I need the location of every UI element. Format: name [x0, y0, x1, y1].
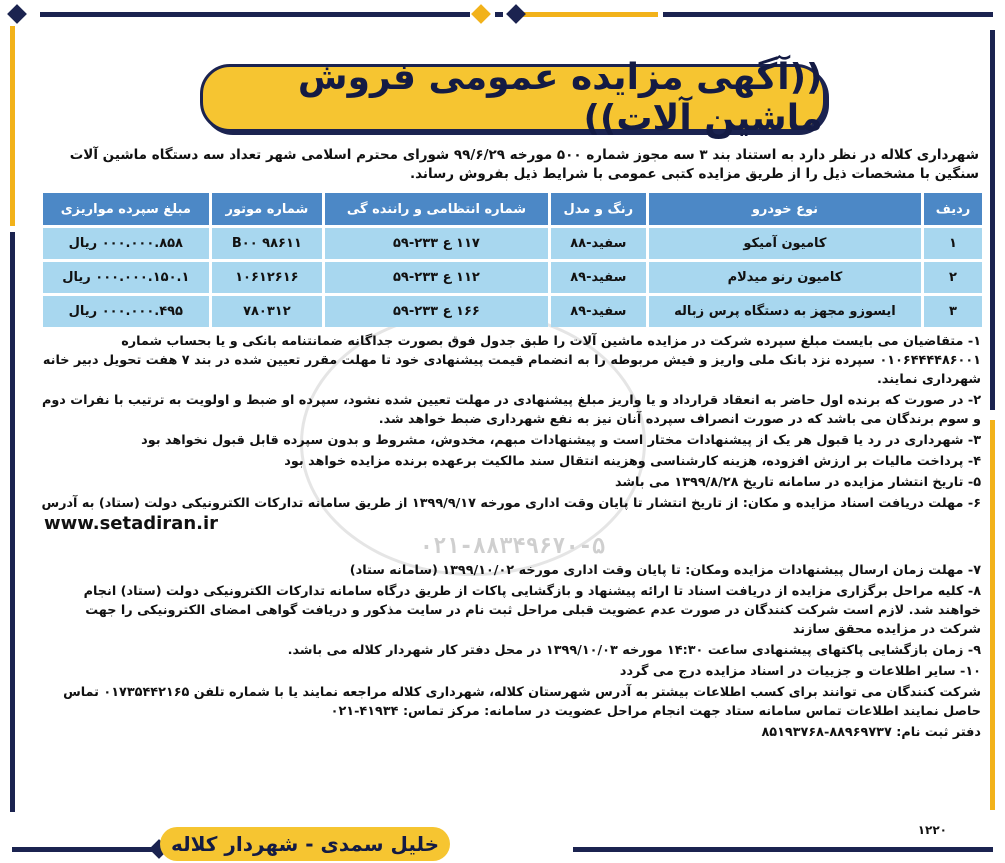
cell-engine-number: ۱۰۶۱۲۶۱۶: [212, 262, 322, 293]
cell-deposit: ۰۰۰.۰۰۰.۴۹۵ ریال: [43, 296, 209, 327]
col-header-row: ردیف: [924, 193, 982, 225]
top-frame: [12, 10, 993, 20]
cell-color-model: سفید-۸۹: [551, 296, 646, 327]
right-frame-gold: [990, 420, 995, 810]
cell-vehicle-type: کامیون رنو میدلام: [649, 262, 921, 293]
table-header-row: [43, 193, 982, 225]
clause-10: ۱۰- سایر اطلاعات و جزییات در اسناد مزایده درج می گردد: [619, 664, 981, 679]
clause-7: ۷- مهلت زمان ارسال پیشنهادات مزایده ومکان: تا پایان وقت اداری مورخه ۱۳۹۹/۱۰/۰۲ (سامانه ستاد): [349, 563, 981, 578]
cell-row: ۳: [924, 296, 982, 327]
table-row: [43, 262, 982, 293]
registration-office: دفتر ثبت نام: ۸۸۹۶۹۷۳۷-۸۵۱۹۳۷۶۸: [761, 725, 981, 740]
cell-vehicle-type: کامیون آمیکو: [649, 228, 921, 259]
right-frame-navy: [990, 30, 995, 410]
cell-row: ۱: [924, 228, 982, 259]
clause-6: ۶- مهلت دریافت اسناد مزایده و مکان: از تاریخ انتشار تا پایان وقت اداری مورخه ۱۳۹۹/۹/۱۷ از طریق سامانه تدارکات الکترونیکی دولت (ستاد) به آدرس: [41, 496, 981, 511]
cell-color-model: سفید-۸۸: [551, 228, 646, 259]
clause-1: ۱- متقاضیان می بایست مبلغ سپرده شرکت در مزایده ماشین آلات را طبق جدول فوق بصورت جداگانه ضمانتنامه بانکی و یا بحساب شماره ۰۱۰۶۴۴۴۴۸۶۰۰۱ سپرده نزد بانک ملی واریز و فیش مربوطه را به انضمام قیمت پیشنهادی خود تا مهلت مقرر تعیین شده در بند ۷ هفت تحویل دبیر خانه شهرداری نمایند.: [42, 334, 981, 387]
col-header-engine-number: شماره موتور: [212, 193, 322, 225]
col-header-deposit: مبلغ سپرده مواریزی: [43, 193, 209, 225]
col-header-vehicle-type: نوع خودرو: [649, 193, 921, 225]
clause-8: ۸- کلیه مراحل برگزاری مزایده از دریافت اسناد تا ارائه پیشنهاد و بازگشایی پاکات از طریق درگاه سامانه تدارکات الکترونیکی دولت (ستاد) انجام خواهند شد. لازم است شرکت کنندگان در صورت عدم عضویت قبلی مراحل ثبت نام در سایت مذکور و دریافت گواهی امضای الکترونیکی را جهت شرکت در مزایده محقق سازند: [83, 584, 981, 637]
cell-plate-number: ۱۱۲ ع ۲۳۳-۵۹: [325, 262, 548, 293]
cell-row: ۲: [924, 262, 982, 293]
cell-plate-number: ۱۶۶ ع ۲۳۳-۵۹: [325, 296, 548, 327]
clause-4: ۴- پرداخت مالیات بر ارزش افزوده، هزینه کارشناسی وهزینه انتقال سند مالکیت برعهده برنده مزایده خواهد بود: [284, 454, 981, 469]
page-title: ((آگهی مزایده عمومی فروش ماشین آلات)): [297, 57, 823, 139]
notice-code: ۱۲۲۰: [917, 823, 947, 837]
cell-engine-number: ۹۸۶۱۱ B۰۰: [212, 228, 322, 259]
clause-5: ۵- تاریخ انتشار مزایده در سامانه تاریخ ۱۳۹۹/۸/۲۸ می باشد: [615, 475, 981, 490]
clause-9: ۹- زمان بازگشایی پاکتهای پیشنهادی ساعت ۱۴:۳۰ مورخه ۱۳۹۹/۱۰/۰۳ در محل دفتر کار شهردار کلاله می باشد.: [287, 643, 981, 658]
clause-3: ۳- شهرداری در رد یا قبول هر یک از پیشنهادات مختار است و پیشنهادات مبهم، مخدوش، مشروط و بدون سپرده قابل قبول نخواهد بود: [141, 433, 981, 448]
bottom-frame: [12, 845, 993, 855]
intro-paragraph: شهرداری کلاله در نظر دارد به استناد بند ۳ سه مجوز شماره ۵۰۰ مورخه ۹۹/۶/۲۹ شورای محترم اسلامی شهر تعداد سه دستگاه ماشین آلات سنگین با مشخصات ذیل را از طریق مزایده کتبی عمومی با شرایط ذیل بفروش رساند.: [69, 147, 979, 182]
title-banner: [200, 57, 826, 139]
left-frame-gold: [10, 26, 15, 226]
watermark-phone: ۰۲۱-۸۸۳۴۹۶۷۰-۵: [419, 534, 606, 559]
website-link[interactable]: www.setadiran.ir: [44, 513, 219, 534]
vehicles-table: [40, 190, 985, 330]
table-row: [43, 228, 982, 259]
cell-engine-number: ۷۸۰۳۱۲: [212, 296, 322, 327]
col-header-plate-number: شماره انتظامی و راننده گی: [325, 193, 548, 225]
cell-vehicle-type: ایسوزو مجهز به دستگاه پرس زباله: [649, 296, 921, 327]
signature: خلیل سمدی - شهردار کلاله: [170, 832, 440, 856]
table-row: [43, 296, 982, 327]
col-header-color-model: رنگ و مدل: [551, 193, 646, 225]
cell-color-model: سفید-۸۹: [551, 262, 646, 293]
notice-content: [40, 40, 985, 837]
contact-info: شرکت کنندگان می توانند برای کسب اطلاعات بیشتر به آدرس شهرستان کلاله، شهرداری کلاله مراجعه نمایند یا با شماره تلفن ۰۱۷۳۵۴۴۲۱۶۵ تماس حاصل نمایند اطلاعات تماس سامانه ستاد جهت انجام مراحل عضویت در سامانه: مرکز تماس: ۴۱۹۳۴-۰۲۱: [63, 685, 981, 719]
cell-plate-number: ۱۱۷ ع ۲۳۳-۵۹: [325, 228, 548, 259]
cell-deposit: ۰۰۰.۰۰۰.۱۵۰.۱ ریال: [43, 262, 209, 293]
signature-banner: [160, 827, 450, 861]
clause-2: ۲- در صورت که برنده اول حاضر به انعقاد قرارداد و یا واریز مبلغ پیشنهادی در مهلت تعیین شده نشود، سپرده او ضبط و اولویت به ترتیب با نفرات دوم و سوم برندگان می باشد که در صورت انصراف سپرده آنان نیز به نفع شهرداری ضبط خواهد شد.: [41, 393, 981, 427]
left-frame-navy: [10, 232, 15, 812]
cell-deposit: ۰۰۰.۰۰۰.۸۵۸ ریال: [43, 228, 209, 259]
